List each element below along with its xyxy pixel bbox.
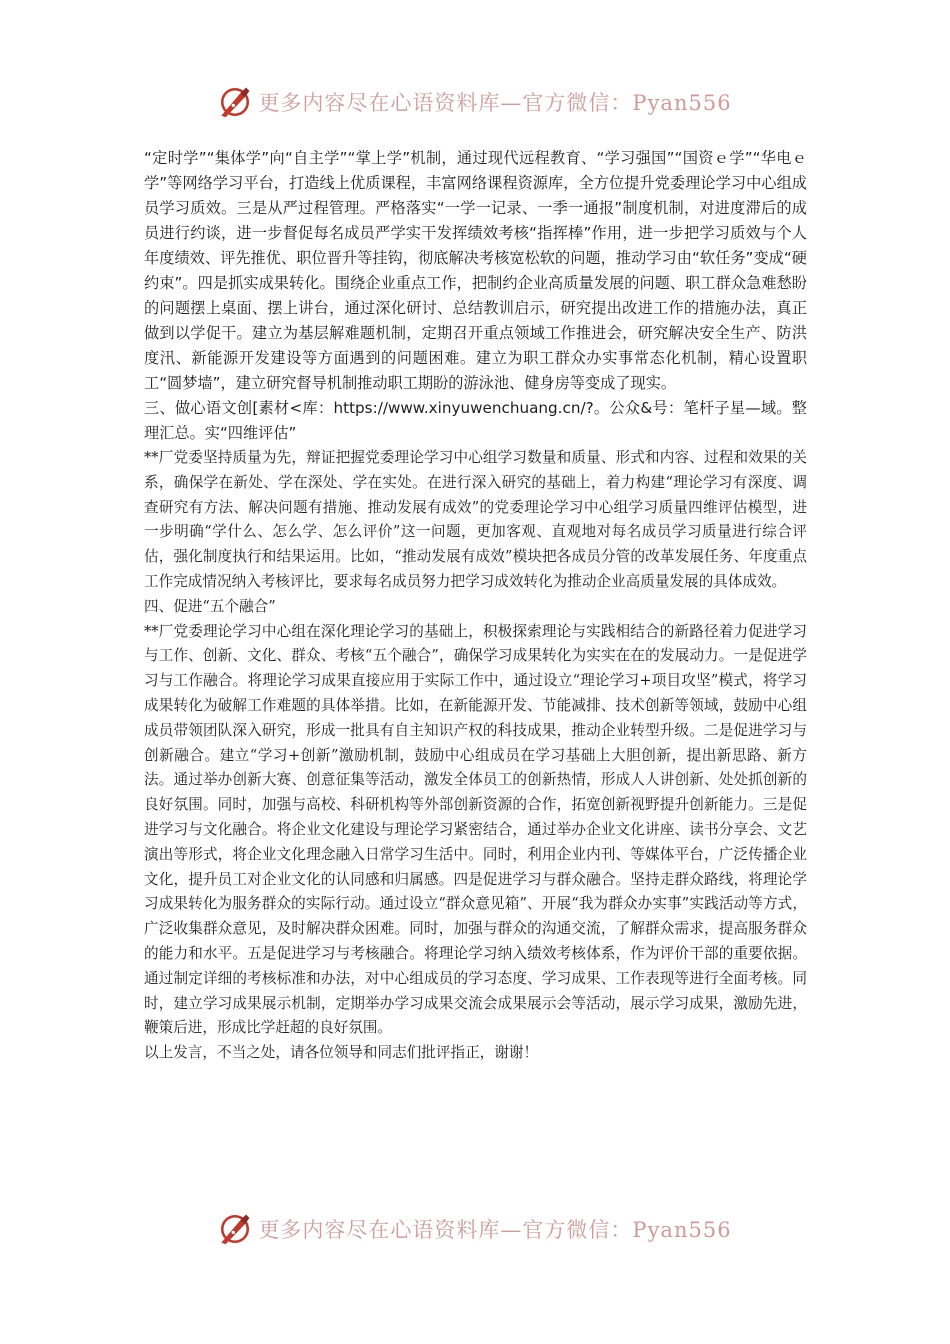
paragraph-five-integrations: **厂党委理论学习中心组在深化理论学习的基础上，积极探索理论与实践相结合的新路径着力促进学习与工作、创新、文化、群众、考核“五个融合”，确保学习成果转化为实实在在的发展动力。一是促进学习与工作融合。将理论学习成果直接应用于实际工作中，通过设立“理论学习+项目攻坚”模式，将学习成果转化为破解工作难题的具体举措。比如，在新能源开发、节能减排、技术创新等领域，鼓励中心组成员带领团队深入研究，形成一批具有自主知识产权的科技成果，推动企业转型升级。二是促进学习与创新融合。建立“学习+创新”激励机制，鼓励中心组成员在学习基础上大胆创新，提出新思路、新方法。通过举办创新大赛、创意征集等活动，激发全体员工的创新热情，形成人人讲创新、处处抓创新的良好氛围。同时，加强与高校、科研机构等外部创新资源的合作，拓宽创新视野提升创新能力。三是促进学习与文化融合。将企业文化建设与理论学习紧密结合，通过举办企业文化讲座、读书分享会、文艺演出等形式，将企业文化理念融入日常学习生活中。同时，利用企业内刊、等媒体平台，广泛传播企业文化，提升员工对企业文化的认同感和归属感。四是促进学习与群众融合。坚持走群众路线，将理论学习成果转化为服务群众的实际行动。通过设立“群众意见箱”、开展“我为群众办实事”实践活动等方式，广泛收集群众意见，及时解决群众困难。同时，加强与群众的沟通交流，了解群众需求，提高服务群众的能力和水平。五是促进学习与考核融合。将理论学习纳入绩效考核体系，作为评价干部的重要依据。通过制定详细的考核标准和办法，对中心组成员的学习态度、学习成果、工作表现等进行全面考核。同时，建立学习成果展示机制，定期举办学习成果交流会成果展示会等活动，展示学习成果，激励先进，鞭策后进，形成比学赶超的良好氛围。 xyxy=(144,622,807,1037)
pen-nib-logo-icon xyxy=(218,1212,252,1246)
header-banner xyxy=(0,82,950,122)
banner-text: 更多内容尽在心语资料库—官方微信：Pyan556 xyxy=(258,91,732,115)
banner-text: 更多内容尽在心语资料库—官方微信：Pyan556 xyxy=(258,1218,732,1242)
section-serif xyxy=(144,446,807,1066)
closing-remark: 以上发言，不当之处，请各位领导和同志们批评指正，谢谢！ xyxy=(144,1044,539,1062)
heading-five-integrations: 四、促进“五个融合” xyxy=(144,597,276,615)
heading-four-dimension: 三、做心语文创[素材<库：https://www.xinyuwenchuang.cn/?。公众&号：笔杆子星—域。整理汇总。实“四维评估” xyxy=(144,399,807,442)
paragraph-quality-evaluation: **厂党委坚持质量为先，辩证把握党委理论学习中心组学习数量和质量、形式和内容、过程和效果的关系，确保学在新处、学在深处、学在实处。在进行深入研究的基础上，着力构建“理论学习有深度、调查研究有方法、解决问题有措施、推动发展有成效”的党委理论学习中心组学习质量四维评估模型，进一步明确“学什么、怎么学、怎么评价”这一问题，更加客观、直观地对每名成员学习质量进行综合评估，强化制度执行和结果运用。比如，“推动发展有成效”模块把各成员分管的改革发展任务、年度重点工作完成情况纳入考核评比，要求每名成员努力把学习成效转化为推动企业高质量发展的具体成效。 xyxy=(144,449,807,590)
paragraph-study-mechanism: “定时学”“集体学”向“自主学”“掌上学”机制，通过现代远程教育、“学习强国”“国资ｅ学”“华电ｅ学”等网络学习平台，打造线上优质课程，丰富网络课程资源库，全方位提升党委理论学习中心组成员学习质效。三是从严过程管理。严格落实“一学一记录、一季一通报”制度机制，对进度滞后的成员进行约谈，进一步督促每名成员严学实干发挥绩效考核“指挥棒”作用，进一步把学习质效与个人年度绩效、评先推优、职位晋升等挂钩，彻底解决考核宽松软的问题，推动学习由“软任务”变成“硬约束”。四是抓实成果转化。围绕企业重点工作，把制约企业高质量发展的问题、职工群众急难愁盼的问题摆上桌面、摆上讲台，通过深化研讨、总结教训启示，研究提出改进工作的措施办法，真正做到以学促干。建立为基层解难题机制，定期召开重点领域工作推进会，研究解决安全生产、防洪度汛、新能源开发建设等方面遇到的问题困难。建立为职工群众办实事常态化机制，精心设置职工“圆梦墙”，建立研究督导机制推动职工期盼的游泳池、健身房等变成了现实。 xyxy=(144,149,807,392)
pen-nib-logo-icon xyxy=(218,85,252,119)
section-sans xyxy=(144,146,807,446)
footer-banner xyxy=(0,1209,950,1249)
document-body xyxy=(144,146,807,1066)
